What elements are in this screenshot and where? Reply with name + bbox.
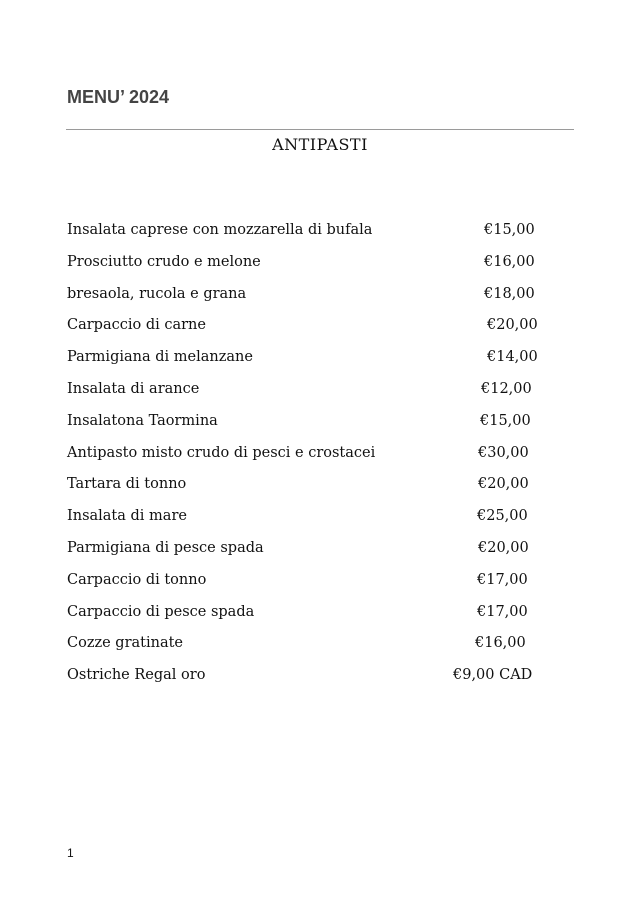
menu-item-price: €16,00 <box>484 253 535 270</box>
menu-item-name: Cozze gratinate <box>67 635 184 652</box>
menu-item-price: €17,00 <box>477 603 528 620</box>
menu-item <box>67 603 528 626</box>
menu-item-name: Carpaccio di tonno <box>67 571 207 588</box>
menu-item <box>67 635 526 657</box>
menu-item-price: €15,00 <box>480 412 531 429</box>
menu-item <box>67 476 529 498</box>
menu-item-price: €30,00 <box>478 444 529 461</box>
menu-item-name: Insalatona Taormina <box>67 412 218 429</box>
menu-item <box>67 667 533 689</box>
menu-item-price: €20,00 <box>487 317 538 334</box>
menu-item-price: €20,00 <box>478 476 529 493</box>
menu-item <box>67 508 528 530</box>
menu-item-price: €17,00 <box>477 571 528 588</box>
menu-item-name: Antipasto misto crudo di pesci e crostacei <box>67 444 376 461</box>
menu-item-name: Tartara di tonno <box>67 476 187 493</box>
menu-item <box>67 540 529 562</box>
menu-item <box>67 317 538 339</box>
menu-item-name: Carpaccio di pesce spada <box>67 603 255 620</box>
menu-item-name: Insalata di mare <box>67 508 187 525</box>
menu-item-name: bresaola, rucola e grana <box>67 285 247 302</box>
menu-item-price: €18,00 <box>484 285 535 302</box>
menu-item <box>67 222 535 244</box>
menu-item-name: Insalata caprese con mozzarella di bufala <box>67 222 373 238</box>
menu-item-name: Parmigiana di pesce spada <box>67 540 264 556</box>
page-title: MENU’ 2024 <box>67 87 170 107</box>
menu-item-price: €9,00 CAD <box>453 667 533 684</box>
menu-item-price: €14,00 <box>487 349 538 366</box>
menu-item <box>67 412 531 435</box>
menu-item-price: €20,00 <box>478 540 529 556</box>
section-title: ANTIPASTI <box>272 135 368 154</box>
menu-item <box>67 444 529 467</box>
menu-item <box>67 571 528 594</box>
menu-item <box>67 285 535 308</box>
menu-item-price: €12,00 <box>481 381 532 397</box>
page-number: 1 <box>67 846 74 860</box>
divider <box>66 129 574 130</box>
menu-item <box>67 381 532 403</box>
menu-item-name: Prosciutto crudo e melone <box>67 253 261 270</box>
menu-item-price: €25,00 <box>477 508 528 525</box>
menu-item-price: €16,00 <box>475 635 526 652</box>
menu-item <box>67 349 538 371</box>
menu-item-name: Parmigiana di melanzane <box>67 349 253 366</box>
menu-item-name: Carpaccio di carne <box>67 317 206 334</box>
menu-item <box>67 253 535 276</box>
menu-item-name: Insalata di arance <box>67 381 200 397</box>
menu-item-name: Ostriche Regal oro <box>67 667 206 684</box>
menu-item-price: €15,00 <box>484 222 535 238</box>
